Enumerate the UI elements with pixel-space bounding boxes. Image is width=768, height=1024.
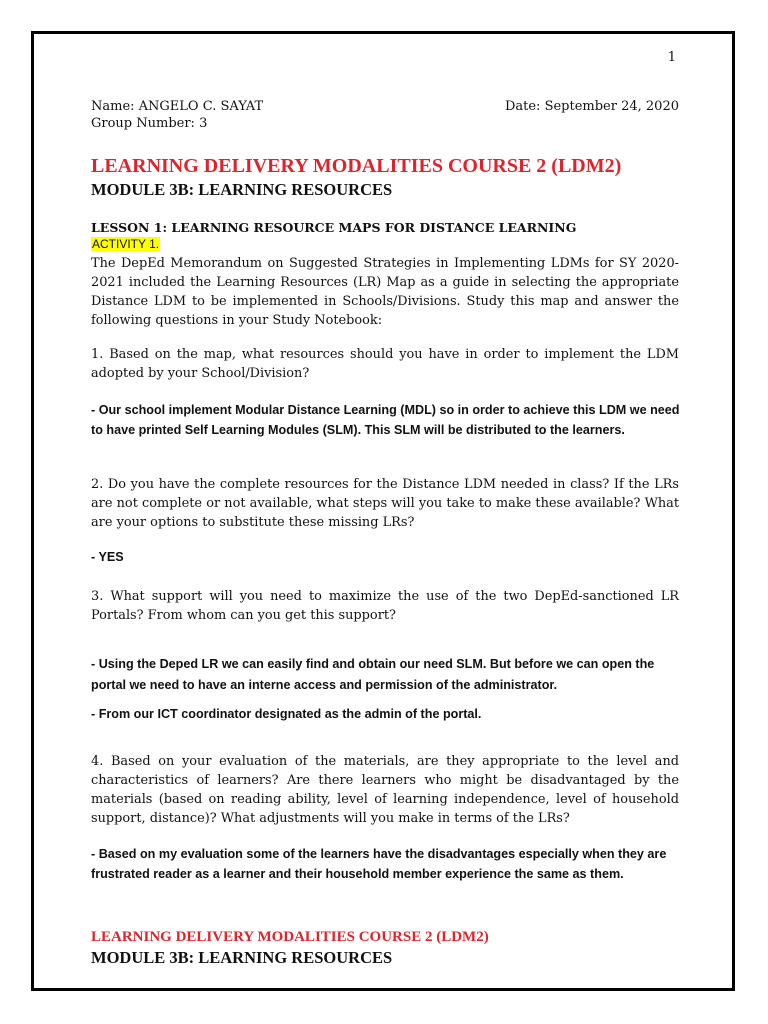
answer-3a: - Using the Deped LR we can easily find and obtain our need SLM. But before we can open the portal we need to have an interne access and permission of the administrator. <box>91 657 655 692</box>
question-1: 1. Based on the map, what resources should you have in order to implement the LDM adopted by your School/Division? <box>91 347 679 381</box>
course-title: LEARNING DELIVERY MODALITIES COURSE 2 (LDM2) <box>91 155 622 177</box>
header-info <box>91 98 679 132</box>
answer-4: - Based on my evaluation some of the learners have the disadvantages especially when they are frustrated reader as a learner and their household member experience the same as them. <box>91 847 667 881</box>
module-title: MODULE 3B: LEARNING RESOURCES <box>91 180 393 199</box>
footer-module-title: MODULE 3B: LEARNING RESOURCES <box>91 948 393 967</box>
footer-course-title: LEARNING DELIVERY MODALITIES COURSE 2 (LDM2) <box>91 929 489 945</box>
answer-1: - Our school implement Modular Distance Learning (MDL) so in order to achieve this LDM we need to have printed Self Learning Modules (SLM). This SLM will be distributed to the learners. <box>91 403 680 437</box>
student-name: Name: ANGELO C. SAYAT <box>91 99 264 114</box>
question-4: 4. Based on your evaluation of the materials, are they appropriate to the level and characteristics of learners? Are there learners who might be disadvantaged by the materials (based on reading ability, level of learning independence, level of household support, distance)? What adjustments will you make in terms of the LRs? <box>91 754 679 826</box>
document-page <box>31 31 735 991</box>
page-number: 1 <box>667 50 676 65</box>
question-3: 3. What support will you need to maximize the use of the two DepEd-sanctioned LR Portals? From whom can you get this support? <box>91 589 679 623</box>
lesson-title: LESSON 1: LEARNING RESOURCE MAPS FOR DISTANCE LEARNING <box>91 220 577 235</box>
question-2: 2. Do you have the complete resources for the Distance LDM needed in class? If the LRs are not complete or not available, what steps will you take to make these available? What are your options to substitute these missing LRs? <box>91 477 679 530</box>
activity-label: ACTIVITY 1. <box>92 237 160 251</box>
date: Date: September 24, 2020 <box>504 99 679 114</box>
answer-2: - YES <box>91 550 124 564</box>
intro-paragraph: The DepEd Memorandum on Suggested Strategies in Implementing LDMs for SY 2020-2021 included the Learning Resources (LR) Map as a guide in selecting the appropriate Distance LDM to be implemented in Schools/Divisions. Study this map and answer the following questions in your Study Notebook: <box>91 256 679 328</box>
answer-3b: - From our ICT coordinator designated as the admin of the portal. <box>91 707 482 721</box>
group-number: Group Number: 3 <box>91 116 208 131</box>
